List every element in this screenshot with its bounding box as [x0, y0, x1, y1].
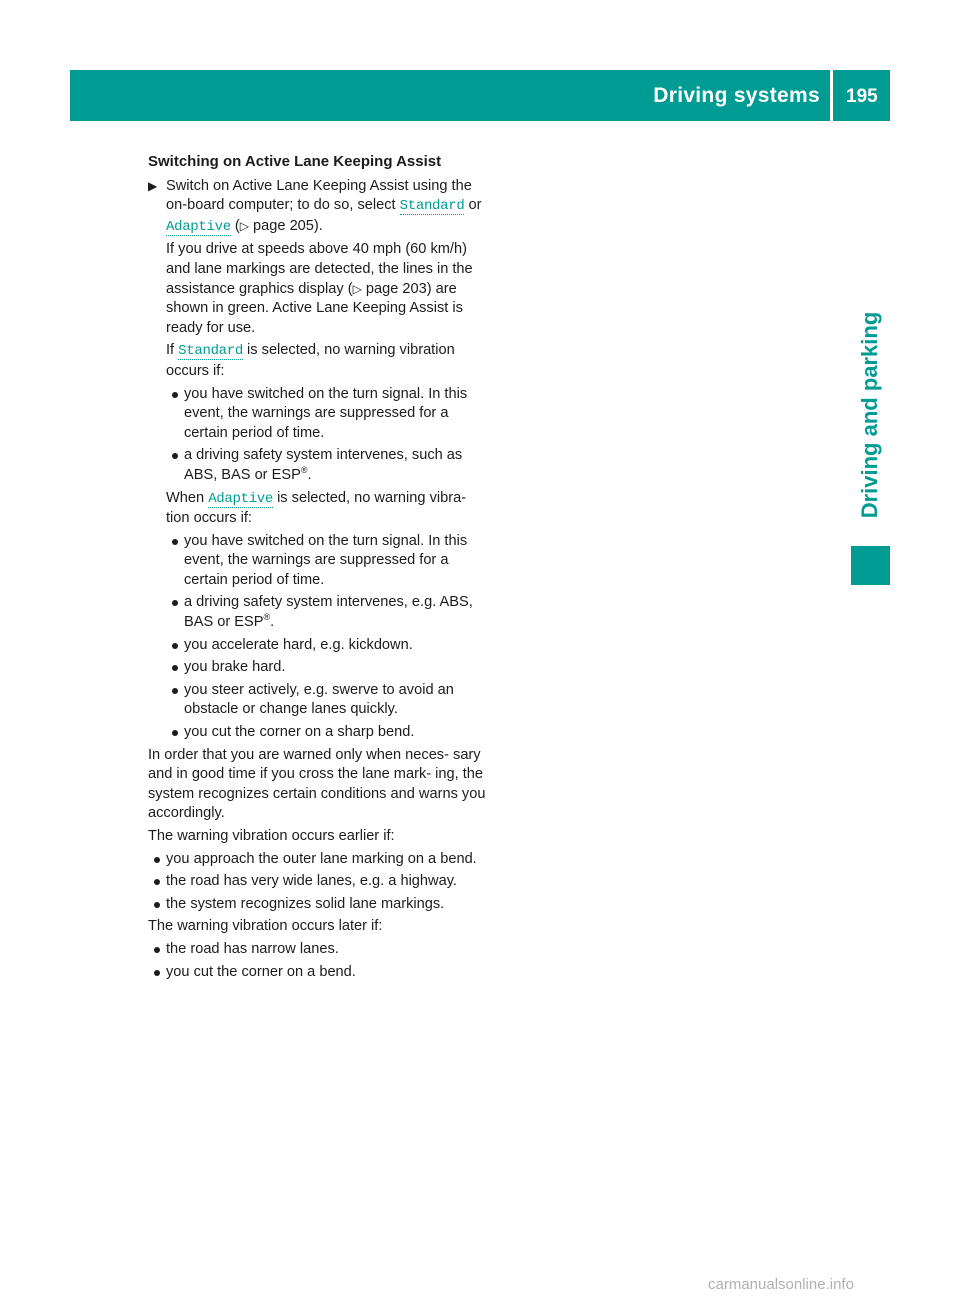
order-paragraph: In order that you are warned only when neces- sary and in good time if you cross the lane mark- ing, the system recognizes certain conditions and warns you accordingly. [148, 746, 486, 822]
bullet-icon [172, 688, 178, 694]
list-item: a driving safety system intervenes, such as ABS, BAS or ESP®. [148, 446, 486, 485]
bullet-icon [172, 730, 178, 736]
bullet-icon [154, 857, 160, 863]
instruction-step [148, 177, 486, 382]
step-result-text: If you drive at speeds above 40 mph (60 km/h) and lane markings are detected, the lines in the assistance graphics display (▷ page 203) are shown in green. Active Lane Keeping Assist is ready for use. [166, 241, 473, 336]
adaptive-condition-text: When Adaptive is selected, no warning vibra- tion occurs if: [166, 489, 467, 527]
step-text: Switch on Active Lane Keeping Assist using the on-board computer; to do so, select Standard or Adaptive (▷ page 205). [166, 177, 482, 235]
bullet-icon [154, 947, 160, 953]
list-item: you cut the corner on a sharp bend. [148, 723, 486, 743]
option-standard-link[interactable]: Standard [178, 343, 243, 360]
side-tab-label: Driving and parking [857, 311, 882, 519]
bullet-icon [172, 392, 178, 398]
option-standard-link[interactable]: Standard [399, 198, 465, 215]
standard-condition-text: If Standard is selected, no warning vibration occurs if: [166, 342, 455, 379]
header-bar [70, 70, 890, 121]
list-item: you brake hard. [148, 658, 486, 678]
adaptive-bullet-list [148, 532, 486, 743]
earlier-bullet-list [148, 850, 486, 915]
bullet-icon [172, 665, 178, 671]
page-ref-203[interactable]: page 203) are shown in green. Active Lane Keeping Assist is ready for use. [166, 280, 463, 336]
bullet-icon [172, 539, 178, 545]
bullet-icon [172, 643, 178, 649]
bullet-icon [172, 600, 178, 606]
standard-bullet-list [148, 385, 486, 486]
option-adaptive-link[interactable]: Adaptive [166, 218, 231, 235]
step-arrow-icon: ▶ [148, 178, 158, 193]
list-item: you accelerate hard, e.g. kickdown. [148, 636, 486, 656]
main-content [148, 152, 486, 985]
list-item: you approach the outer lane marking on a bend. [148, 850, 486, 870]
page-ref-arrow-icon: ▷ [239, 218, 249, 233]
page-number: 195 [846, 86, 878, 107]
header-divider [830, 70, 833, 121]
section-heading: Switching on Active Lane Keeping Assist [148, 153, 442, 170]
list-item: you steer actively, e.g. swerve to avoid an obstacle or change lanes quickly. [148, 681, 486, 720]
bullet-icon [154, 902, 160, 908]
page-ref-arrow-icon: ▷ [352, 281, 362, 296]
side-tab [845, 290, 895, 540]
list-item: the system recognizes solid lane markings. [148, 895, 486, 915]
option-adaptive-link[interactable]: Adaptive [208, 490, 273, 507]
list-item: the road has narrow lanes. [148, 940, 486, 960]
later-bullet-list [148, 940, 486, 982]
list-item: the road has very wide lanes, e.g. a highway. [148, 872, 486, 892]
list-item: a driving safety system intervenes, e.g. ABS, BAS or ESP®. [148, 593, 486, 632]
earlier-paragraph: The warning vibration occurs earlier if: [148, 828, 395, 844]
bullet-icon [154, 879, 160, 885]
list-item: you cut the corner on a bend. [148, 963, 486, 983]
section-title: Driving systems [653, 84, 820, 107]
watermark: carmanualsonline.info [708, 1276, 854, 1293]
side-tab-marker [851, 546, 890, 585]
later-paragraph: The warning vibration occurs later if: [148, 918, 383, 935]
list-item: you have switched on the turn signal. In this event, the warnings are suppressed for a certain period of time. [148, 532, 486, 591]
bullet-icon [154, 970, 160, 976]
page-ref-205[interactable]: page 205). [253, 217, 323, 234]
list-item: you have switched on the turn signal. In this event, the warnings are suppressed for a certain period of time. [148, 385, 486, 444]
bullet-icon [172, 453, 178, 459]
